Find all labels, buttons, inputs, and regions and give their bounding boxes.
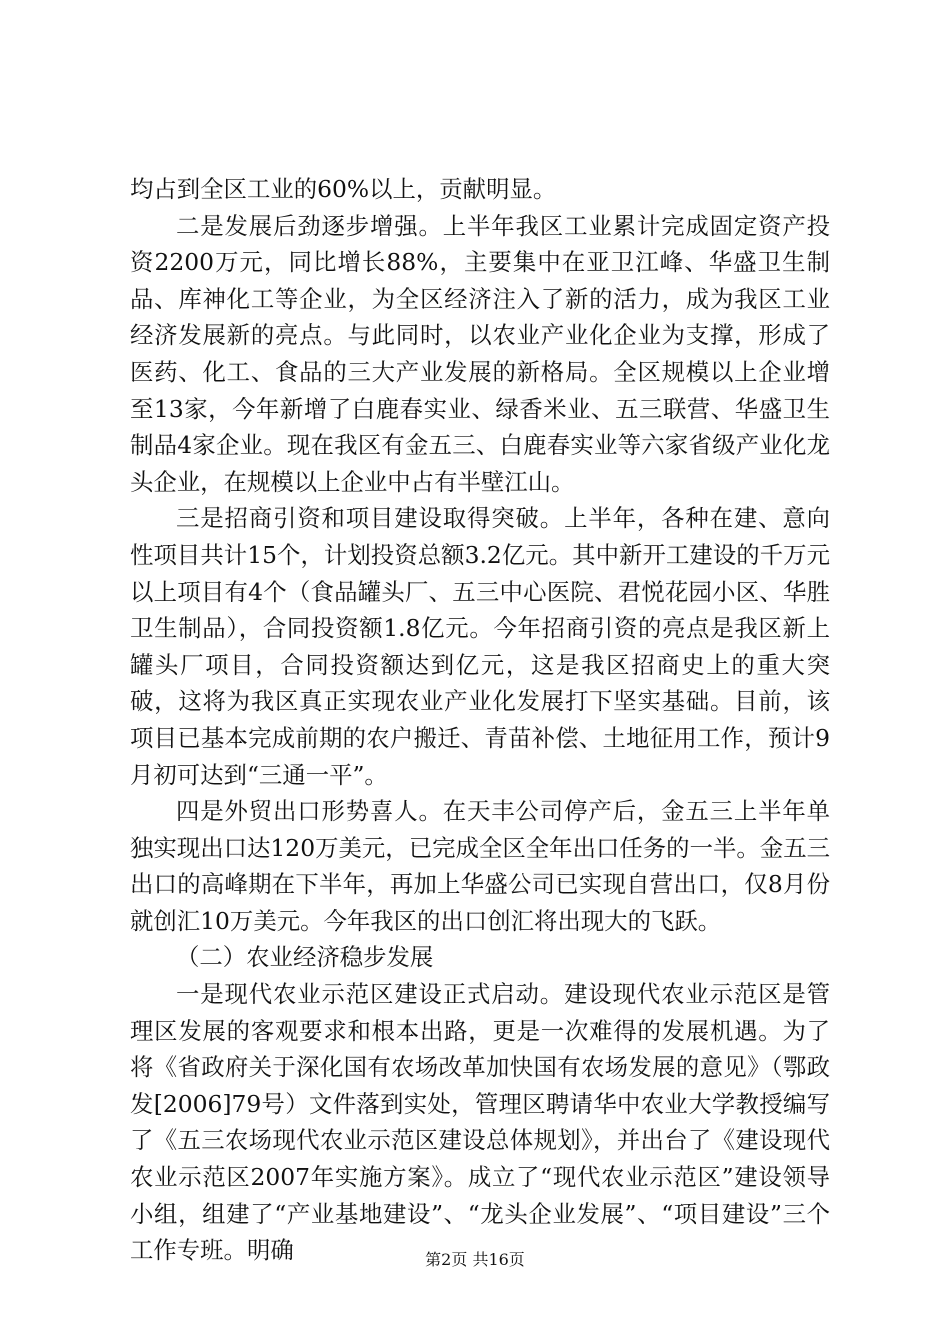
- document-body: [130, 171, 830, 1269]
- paragraph-investment-attraction: 三是招商引资和项目建设取得突破。上半年，各种在建、意向性项目共计15个，计划投资总额3.2亿元。其中新开工建设的千万元以上项目有4个（食品罐头厂、五三中心医院、君悦花园小区、华胜卫生制品），合同投资额1.8亿元。今年招商引资的亮点是我区新上罐头厂项目，合同投资额达到亿元，这是我区招商史上的重大突破，这将为我区真正实现农业产业化发展打下坚实基础。目前，该项目已基本完成前期的农户搬迁、青苗补偿、土地征用工作，预计9月初可达到“三通一平”。: [130, 504, 830, 789]
- paragraph-investment: 二是发展后劲逐步增强。上半年我区工业累计完成固定资产投资2200万元，同比增长88%，主要集中在亚卫江峰、华盛卫生制品、库神化工等企业，为全区经济注入了新的活力，成为我区工业经济发展新的亮点。与此同时，以农业产业化企业为支撑，形成了医药、化工、食品的三大产业发展的新格局。全区规模以上企业增至13家，今年新增了白鹿春实业、绿香米业、五三联营、华盛卫生制品4家企业。现在我区有金五三、白鹿春实业等六家省级产业化龙头企业，在规模以上企业中占有半壁江山。: [130, 211, 830, 496]
- paragraph-continuation: 均占到全区工业的60%以上，贡献明显。: [130, 175, 557, 203]
- paragraph-modern-agriculture: 一是现代农业示范区建设正式启动。建设现代农业示范区是管理区发展的客观要求和根本出路，更是一次难得的发展机遇。为了将《省政府关于深化国有农场改革加快国有农场发展的意见》（鄂政发[2006]79号）文件落到实处，管理区聘请华中农业大学教授编写了《五三农场现代农业示范区建设总体规划》，并出台了《建设现代农业示范区2007年实施方案》。成立了“现代农业示范区”建设领导小组，组建了“产业基地建设”、“龙头企业发展”、“项目建设”三个工作专班。明确: [130, 980, 830, 1265]
- page-number-footer: 第2页 共16页: [425, 1250, 525, 1269]
- section-heading-agriculture: （二）农业经济稳步发展: [176, 943, 434, 972]
- paragraph-foreign-trade: 四是外贸出口形势喜人。在天丰公司停产后，金五三上半年单独实现出口达120万美元，已完成全区全年出口任务的一半。金五三出口的高峰期在下半年，再加上华盛公司已实现自营出口，仅8月份就创汇10万美元。今年我区的出口创汇将出现大的飞跃。: [130, 797, 830, 935]
